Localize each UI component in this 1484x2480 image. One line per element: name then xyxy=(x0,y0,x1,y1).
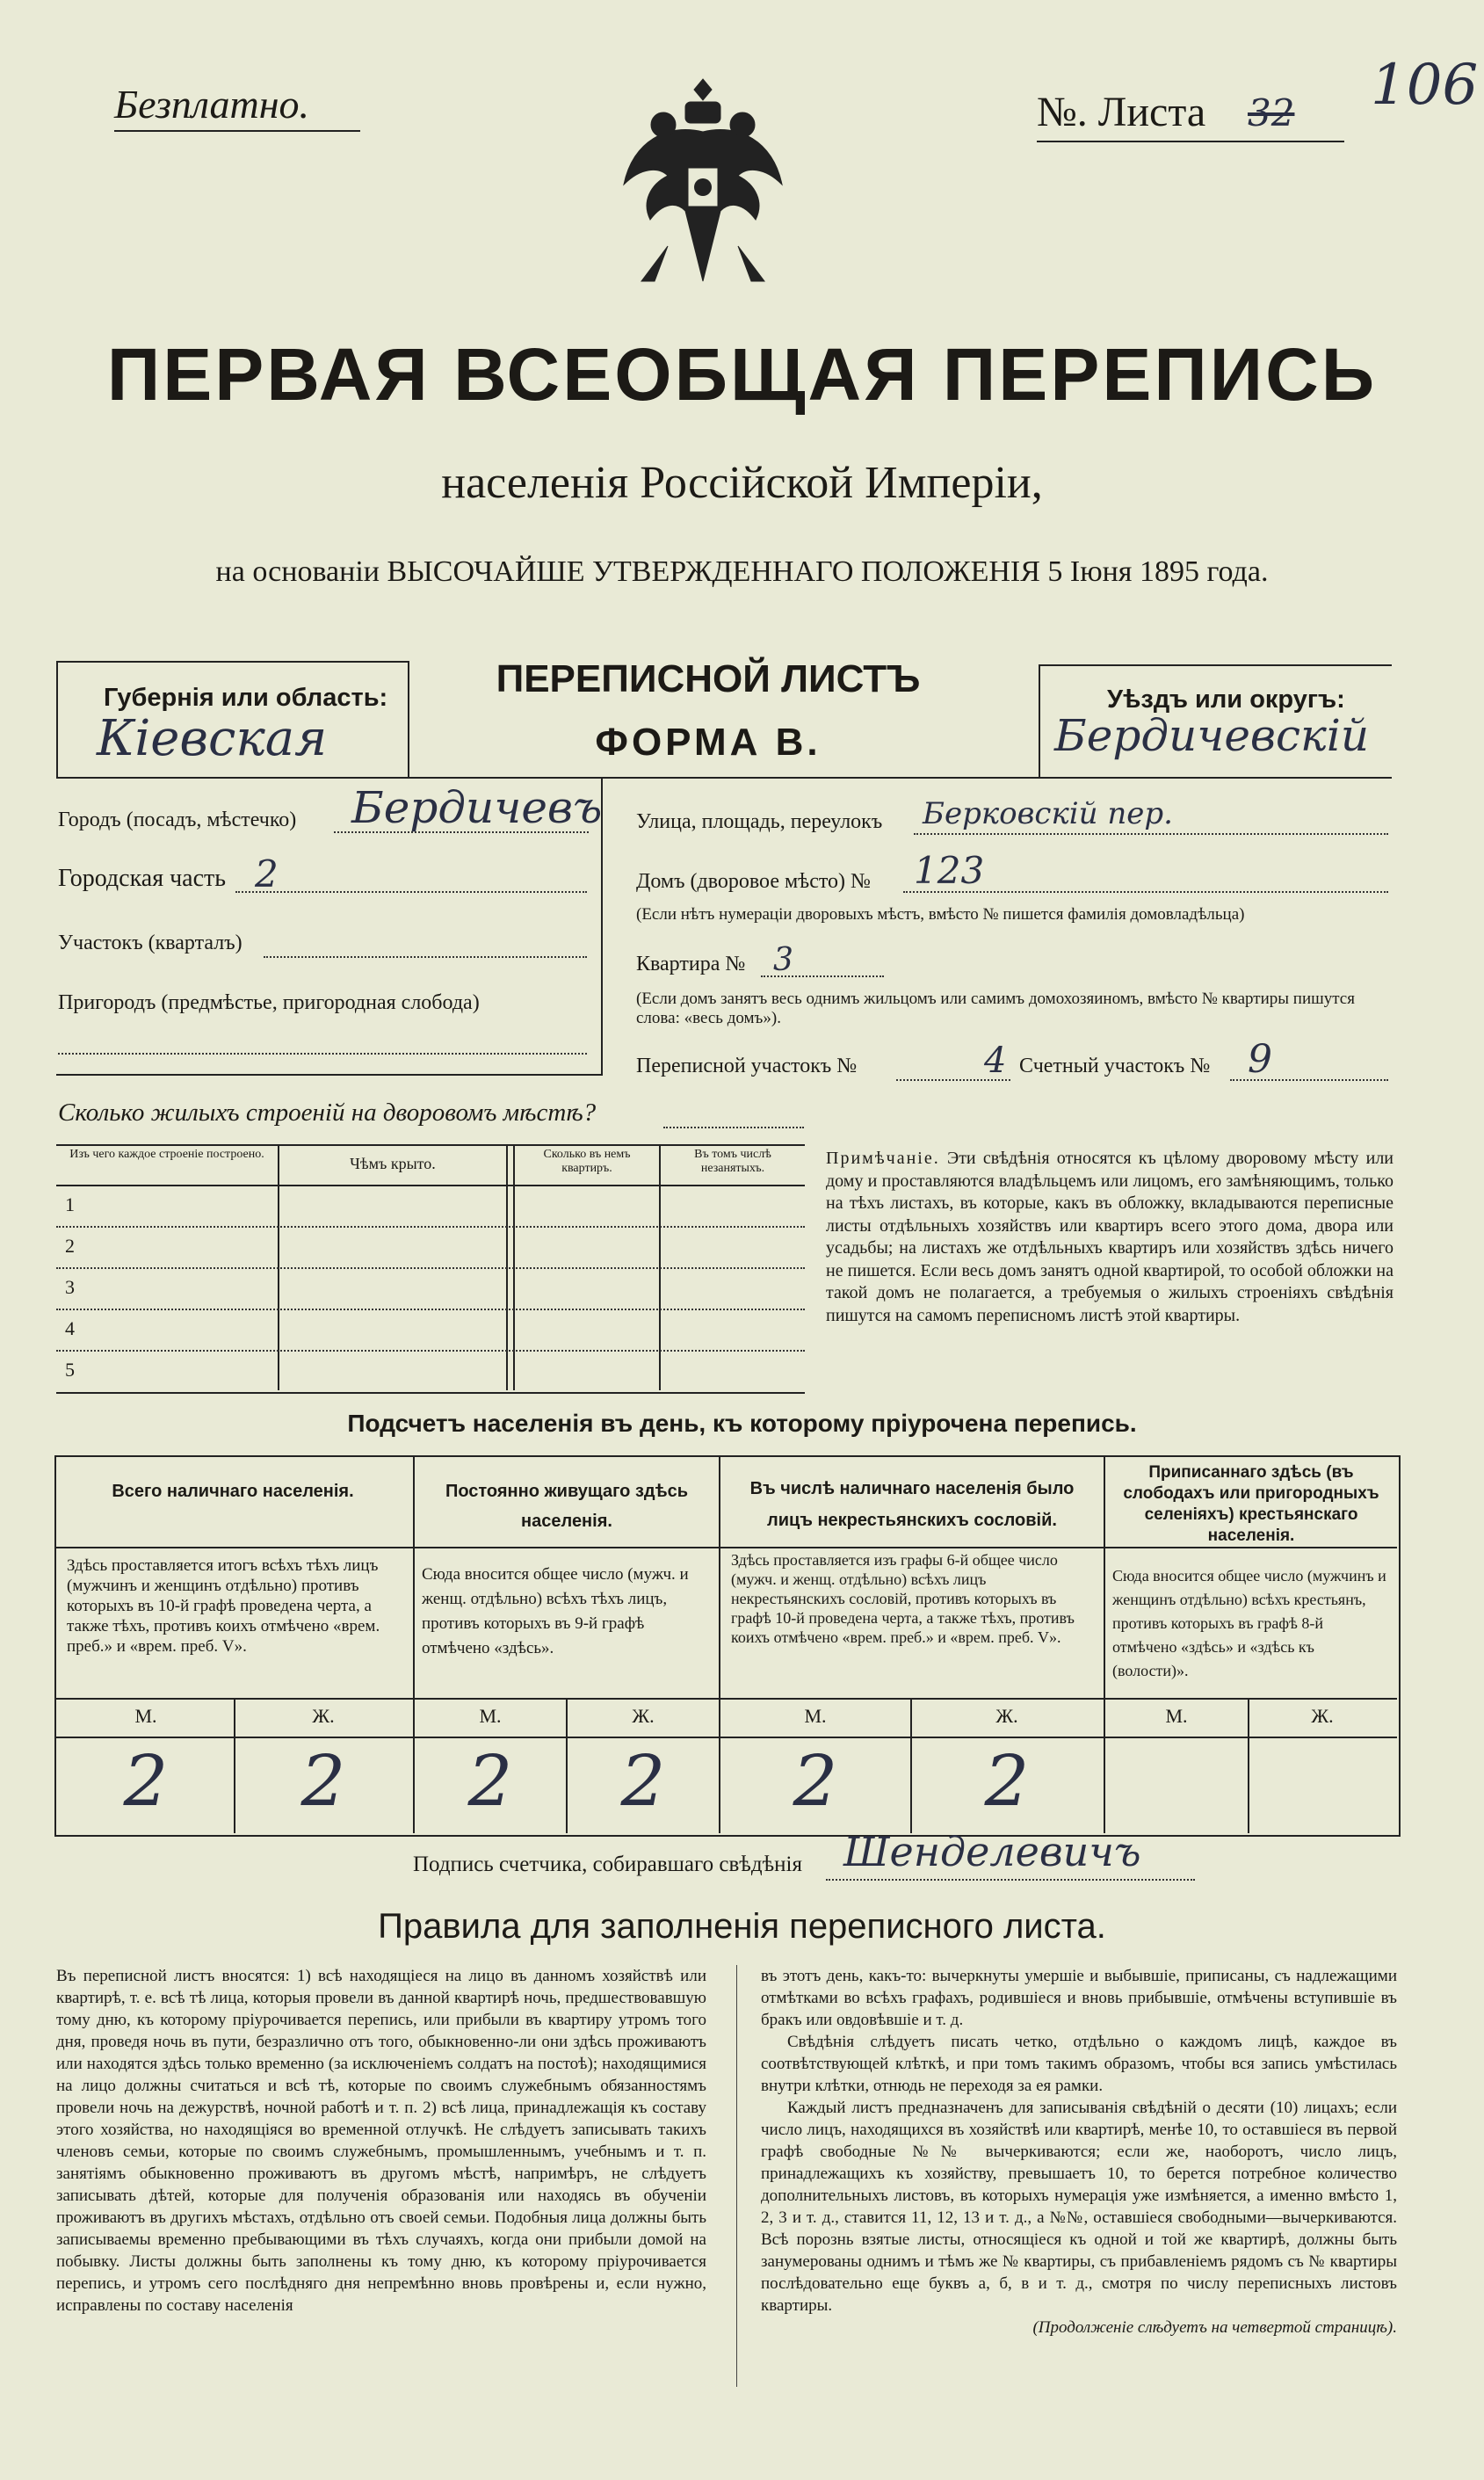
count-col4-head: Приписаннаго здѣсь (въ слободахъ или пригородныхъ селеніяхъ) крестьянскаго населенія. xyxy=(1123,1463,1379,1545)
rules-right-p2: Свѣдѣнія слѣдуетъ писать четко, отдѣльно о каждомъ лицѣ, каждое въ соотвѣтствующей клѣткѣ, и при томъ такимъ образомъ, чтобы вся запись умѣстилась внутри клѣтки, отнюдь не переходя за ея рамки. xyxy=(761,2033,1397,2095)
section-line xyxy=(264,956,587,958)
rules-left: Въ переписной листъ вносятся: 1) всѣ находящіеся на лицо въ данномъ хозяйствѣ или квартирѣ, т. е. всѣ тѣ лица, которыя провели въ данной квартирѣ ночь, предшествовавшую тому дню, къ которому пріурочивается перепись, или прибыли въ квартиру утромъ того дня, проведя ночь въ пути, безразлично отъ того, обыкновенно-ли они здѣсь проживаютъ или находятся здѣсь только временно (за исключеніемъ солдатъ на постоѣ); находящимися на лицо должны считаться и всѣ тѣ, которые по своимъ служебнымъ обязанностямъ провели ночь на дежурствѣ, ночной работѣ и т. п. 2) всѣ лица, принадлежащія къ составу этого хозяйства, но находящіяся во временной отлучкѣ. Не слѣдуетъ записывать такихъ членовъ семьи, которые по своимъ служебнымъ, промышленнымъ, учебнымъ и т. п. занятіямъ обыкновенно проживаютъ въ другомъ мѣстѣ, напримѣръ, не слѣдуетъ записывать дѣтей, которые для полученія образованія или находясь въ обученіи проживаютъ въ другихъ мѣстахъ, отдѣльно отъ своей семьи. Подобныя лица должны быть записываемы временно пребывающими въ тѣхъ случаяхъ, когда они прибыли домой на побывку. Листы должны быть заполнены къ тому дню, къ которому пріурочивается перепись, и утромъ сего послѣдняго дня непремѣнно вновь провѣрены и, если нужно, исправлены по составу населенія xyxy=(56,1967,706,2315)
count-col2-head: Постоянно живущаго здѣсь населенія. xyxy=(445,1482,689,1531)
count-col3-m-label: М. xyxy=(804,1705,827,1727)
rules-divider xyxy=(736,1965,737,2387)
city-value[interactable]: Бердичевъ xyxy=(351,782,603,833)
buildings-header-vacant: Въ томъ числѣ незанятыхъ. xyxy=(694,1148,771,1175)
street-line xyxy=(914,833,1388,835)
house-note: (Если нѣтъ нумераціи дворовыхъ мѣстъ, вмѣсто № пишется фамилія домовладѣльца) xyxy=(636,905,1245,924)
sheet-title: ПЕРЕПИСНОЙ ЛИСТЪ xyxy=(496,657,921,700)
buildings-header-apartments: Сколько въ немъ квартиръ. xyxy=(543,1148,631,1175)
count-title: Подсчетъ населенія въ день, къ которому пріурочена перепись. xyxy=(347,1410,1137,1437)
count-col1-f-value[interactable]: 2 xyxy=(300,1740,346,1822)
apartment-label: Квартира № xyxy=(636,953,746,975)
count-col4-m-label: М. xyxy=(1165,1705,1188,1727)
legal-basis: на основаніи ВЫСОЧАЙШЕ УТВЕРЖДЕННАГО ПОЛОЖЕНІЯ 5 Іюня 1895 года. xyxy=(215,555,1269,588)
header-divider xyxy=(56,777,1392,779)
count-col3-f-value[interactable]: 2 xyxy=(984,1740,1030,1822)
city-line xyxy=(334,831,589,833)
count-mf-rule xyxy=(54,1737,1397,1738)
count-col2-m-value[interactable]: 2 xyxy=(467,1740,513,1822)
governorate-label: Губернія или область: xyxy=(104,684,388,712)
count-col3-desc: Здѣсь проставляется изъ графы 6-й общее число (мужч. и женщ. отдѣльно) всѣхъ лицъ некрестьянскихъ сословій, противъ которыхъ въ графѣ 10-й проведена черта, а также тѣхъ, противъ коихъ отмѣчено «врем. преб.» и «врем. преб. V». xyxy=(731,1551,1075,1646)
street-label: Улица, площадь, переулокъ xyxy=(636,810,883,833)
count-head-rule xyxy=(54,1547,1397,1548)
city-label: Городъ (посадъ, мѣстечко) xyxy=(58,809,297,831)
count-col4-desc: Сюда вносится общее число (мужчинъ и женщинъ отдѣльно) всѣхъ крестьянъ, противъ которыхъ въ графѣ 8-й отмѣчено «здѣсь» и «здѣсь къ (волости)». xyxy=(1112,1567,1386,1679)
census-section-label: Переписной участокъ № xyxy=(636,1055,858,1077)
sheet-number-value: 32 xyxy=(1248,91,1295,134)
row-number: 4 xyxy=(65,1317,75,1339)
count-section-label: Счетный участокъ № xyxy=(1019,1055,1211,1077)
signature-line xyxy=(826,1879,1195,1881)
signature-value[interactable]: Шенделевичъ xyxy=(843,1828,1141,1875)
apartment-line xyxy=(761,975,884,977)
section-label: Участокъ (кварталъ) xyxy=(58,932,243,954)
buildings-row-1[interactable] xyxy=(56,1186,805,1228)
count-col2-m-label: М. xyxy=(479,1705,502,1727)
district-value[interactable]: Бердичевскій xyxy=(1054,710,1370,761)
buildings-row-4[interactable] xyxy=(56,1310,805,1352)
buildings-row-2[interactable] xyxy=(56,1228,805,1269)
suburb-line xyxy=(58,1053,587,1055)
suburb-label: Пригородъ (предмѣстье, пригородная слобода) xyxy=(58,991,480,1014)
count-col-divider-3 xyxy=(1104,1457,1105,1833)
note-text: Эти свѣдѣнія относятся къ цѣлому дворовому мѣсту или дому и проставляются владѣльцемъ или лицомъ, его замѣняющимъ, только на тѣхъ листахъ, въ которые, какъ въ обложку, вкладываются переписные листы отдѣльныхъ хозяйствъ или квартиръ всего этого дома, двора или усадьбы; на листахъ же отдѣльныхъ квартиръ или хозяйствъ здѣсь ничего не пишется. Если весь домъ занятъ одной квартирой, то особой обложки на такой домъ не полагается, а требуемыя о жилыхъ строеніяхъ свѣдѣнія пишутся на самомъ переписномъ листѣ этой квартиры. xyxy=(826,1149,1394,1325)
census-section-value[interactable]: 4 xyxy=(984,1041,1007,1081)
row-number: 2 xyxy=(65,1235,75,1257)
row-number: 1 xyxy=(65,1193,75,1215)
buildings-question: Сколько жилыхъ строеній на дворовомъ мѣстѣ? xyxy=(58,1099,597,1127)
count-col3-f-label: Ж. xyxy=(995,1705,1018,1727)
buildings-rows xyxy=(56,1186,805,1391)
address-bottom-rule xyxy=(56,1074,603,1076)
house-line xyxy=(903,891,1388,893)
free-underline xyxy=(114,130,360,132)
part-label: Городская часть xyxy=(58,865,227,892)
buildings-row-3[interactable] xyxy=(56,1269,805,1310)
count-col1-m-label: М. xyxy=(134,1705,157,1727)
count-col2-f-label: Ж. xyxy=(632,1705,655,1727)
count-col2-f-value[interactable]: 2 xyxy=(620,1740,666,1822)
count-section-value[interactable]: 9 xyxy=(1248,1037,1272,1082)
rules-right-p3: Каждый листъ предназначенъ для записыванія свѣдѣній о десяти (10) лицахъ; если число лицъ, находящихся въ хозяйствѣ или квартирѣ, менѣе 10, то оставшіеся въ первой графѣ свободные №№ вычеркиваются; если же, наоборотъ, число лицъ, принадлежащихъ къ хозяйству, превышаетъ 10, то берется потребное количество дополнительныхъ листовъ, въ которыхъ нумерація уже измѣняется, а именно вмѣсто 1, 2, 3 и т. д., ставится 11, 12, 13 и т. д., а №№, оставшіеся свободными—вычеркиваются. Всѣ порознь взятые листы, относящіеся къ одной и той же квартирѣ, должны быть занумерованы однимъ и тѣмъ же № квартиры, съ прибавленіемъ рядомъ съ № квартиры послѣдовательно еще буквъ а, б, в и т. д., смотря по числу переписныхъ листовъ квартиры. xyxy=(761,2099,1397,2315)
signature-label: Подпись счетчика, собиравшаго свѣдѣнія xyxy=(413,1853,802,1876)
rules-right-p1: въ этотъ день, какъ-то: вычеркнуты умершіе и выбывшіе, приписаны, съ надлежащими отмѣтками во всѣхъ графахъ, родившіеся и вновь прибывшіе, отмѣчены вступившіе въ бракъ или овдовѣвшіе и т. д. xyxy=(761,1967,1397,2029)
count-col1-f-label: Ж. xyxy=(312,1705,335,1727)
buildings-header-roof: Чѣмъ крыто. xyxy=(350,1155,436,1172)
count-col1-desc: Здѣсь проставляется итогъ всѣхъ тѣхъ лицъ (мужчинъ и женщинъ отдѣльно) противъ которыхъ въ 10-й графѣ проведена черта, а также тѣхъ, противъ коихъ отмѣчено «врем. преб.» и «врем. преб. V». xyxy=(67,1556,380,1656)
part-line xyxy=(235,891,587,893)
row-number: 5 xyxy=(65,1359,75,1381)
governorate-value[interactable]: Кіевская xyxy=(97,710,328,767)
sheet-number-label: №. Листа xyxy=(1037,89,1206,135)
count-col2-desc: Сюда вносится общее число (мужч. и женщ. отдѣльно) всѣхъ тѣхъ лицъ, противъ которыхъ въ 9-й графѣ отмѣчено «здѣсь». xyxy=(422,1565,689,1657)
census-section-line xyxy=(896,1079,1010,1081)
buildings-answer-line xyxy=(663,1127,804,1128)
row-number: 3 xyxy=(65,1276,75,1298)
count-col1-m-value[interactable]: 2 xyxy=(123,1740,169,1822)
apartment-note: (Если домъ занятъ весь однимъ жильцомъ или самимъ домохозяиномъ, вмѣсто № квартиры пишутся слова: «весь домъ»). xyxy=(636,990,1355,1027)
corner-archive-number: 106 xyxy=(1371,53,1479,118)
double-headed-eagle-emblem xyxy=(615,70,791,308)
count-col3-m-value[interactable]: 2 xyxy=(793,1740,838,1822)
apartment-value[interactable]: 3 xyxy=(773,942,793,978)
street-value[interactable]: Берковскій пер. xyxy=(923,796,1173,831)
note-title: Примѣчаніе. xyxy=(826,1149,940,1168)
count-col1-head: Всего наличнаго населенія. xyxy=(112,1482,354,1501)
count-col3-head: Въ числѣ наличнаго населенія было лицъ некрестьянскихъ сословій. xyxy=(749,1479,1075,1530)
count-desc-rule xyxy=(54,1698,1397,1700)
house-value[interactable]: 123 xyxy=(914,849,985,892)
note-block xyxy=(826,1148,1394,1327)
buildings-row-5[interactable] xyxy=(56,1352,805,1391)
form-letter: ФОРМА В. xyxy=(595,721,822,764)
count-section-line xyxy=(1230,1079,1388,1081)
house-label: Домъ (дворовое мѣсто) № xyxy=(636,870,871,893)
subtitle: населенія Россійской Имперіи, xyxy=(441,458,1043,508)
district-label: Уѣздъ или округъ: xyxy=(1107,685,1345,714)
count-col4-f-label: Ж. xyxy=(1311,1705,1334,1727)
rules-right xyxy=(761,1965,1397,2339)
free-label: Безплатно. xyxy=(114,82,310,127)
rules-continued: (Продолженіе слѣдуетъ на четвертой страницѣ). xyxy=(1032,2318,1397,2337)
buildings-header-material: Изъ чего каждое строеніе построено. xyxy=(69,1148,264,1161)
rules-title: Правила для заполненія переписного листа. xyxy=(378,1907,1106,1946)
sheet-number-underline xyxy=(1037,141,1344,142)
part-value[interactable]: 2 xyxy=(255,852,279,896)
main-title: ПЕРВАЯ ВСЕОБЩАЯ ПЕРЕПИСЬ xyxy=(106,333,1378,416)
